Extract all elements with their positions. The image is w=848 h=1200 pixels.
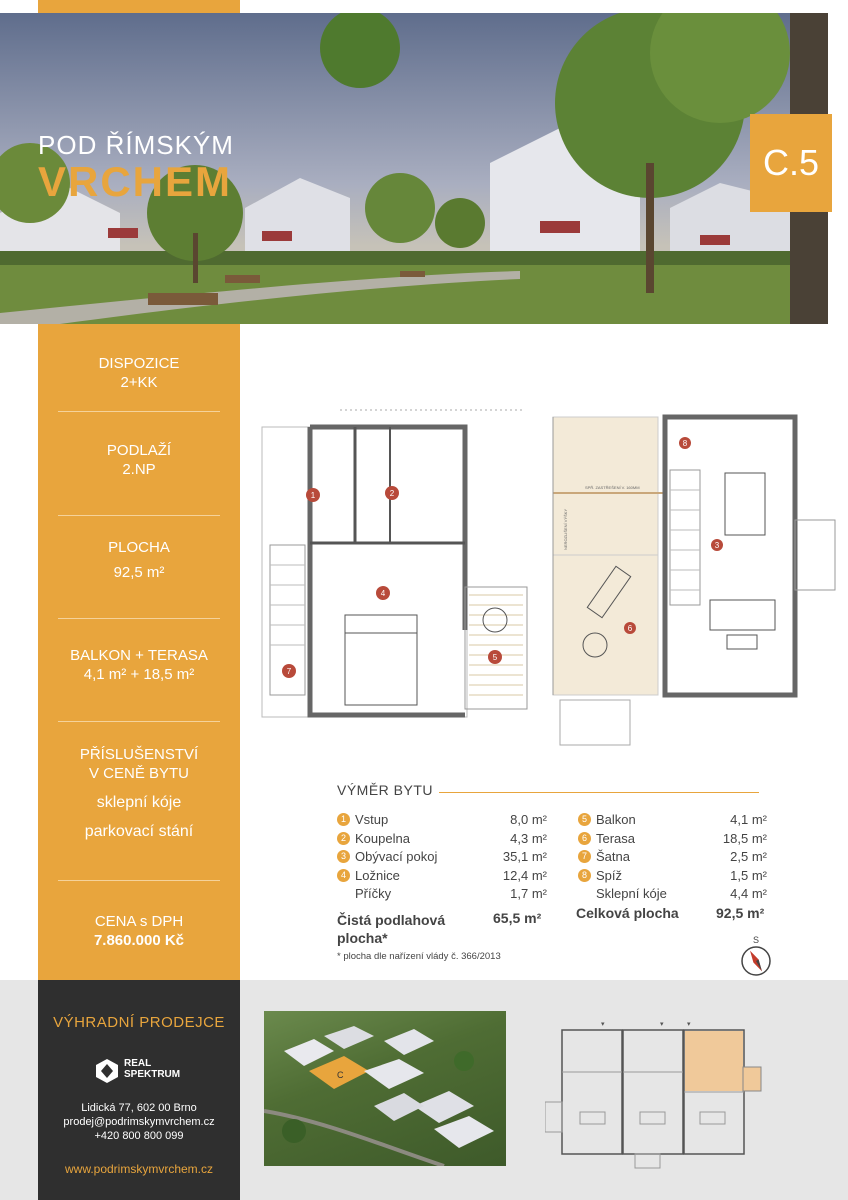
prislusenstvi-section <box>38 745 240 841</box>
prislusenstvi-item-1: sklepní kóje <box>96 794 182 811</box>
divider <box>58 618 220 619</box>
plocha-value: 92,5 m² <box>113 564 165 581</box>
agent-panel <box>38 980 240 1200</box>
svg-text:5: 5 <box>492 653 498 662</box>
project-logo-top: POD ŘÍMSKÝM <box>38 130 234 160</box>
divider <box>58 515 220 516</box>
podlazi-value: 2.NP <box>122 461 156 478</box>
area-footnote: * plocha dle nařízení vlády č. 366/2013 <box>337 951 501 962</box>
floor-plan-drawing <box>255 405 845 750</box>
room-name: Sklepní kóje <box>596 886 667 901</box>
svg-text:▾: ▾ <box>601 1021 605 1028</box>
prislusenstvi-label-2: V CENĚ BYTU <box>88 765 190 782</box>
svg-text:8: 8 <box>682 439 688 448</box>
area-row <box>337 831 410 846</box>
balkon-section <box>38 646 240 684</box>
agent-contact <box>38 1101 240 1143</box>
room-name: Ložnice <box>355 867 400 883</box>
room-area: 1,7 m² <box>510 886 547 901</box>
prislusenstvi-item-2: parkovací stání <box>84 823 194 840</box>
plocha-label: PLOCHA <box>108 539 170 556</box>
room-number-badge: 6 <box>578 832 591 845</box>
agent-email[interactable]: prodej@podrimskymvrchem.cz <box>63 1116 215 1128</box>
dispozice-value: 2+KK <box>120 374 158 391</box>
balkon-value: 4,1 m² + 18,5 m² <box>83 666 195 683</box>
area-row <box>578 868 622 883</box>
net-area-label-2: plocha* <box>337 930 388 946</box>
room-number-badge: 7 <box>578 850 591 863</box>
room-name: Terasa <box>596 830 636 846</box>
area-title-rule <box>439 792 759 793</box>
svg-text:1: 1 <box>310 491 316 500</box>
compass-rose <box>740 945 772 977</box>
website-link[interactable]: www.podrimskymvrchem.cz <box>64 1162 214 1176</box>
aerial-building-label: C <box>337 1070 344 1080</box>
room-area: 4,1 m² <box>730 812 767 827</box>
room-number-badge: 4 <box>337 869 350 882</box>
room-name: Spíž <box>596 867 623 883</box>
room-name: Šatna <box>596 849 630 864</box>
area-row <box>578 849 630 864</box>
svg-text:3: 3 <box>714 541 720 550</box>
room-name: Balkon <box>596 812 636 827</box>
room-area: 8,0 m² <box>510 812 547 827</box>
room-number-badge: 5 <box>578 813 591 826</box>
area-row <box>578 812 636 827</box>
aerial-image <box>264 1011 506 1166</box>
room-area: 35,1 m² <box>502 849 547 864</box>
area-table-title: VÝMĚR BYTU <box>337 782 434 798</box>
floor-plan-svg <box>255 405 845 750</box>
balkon-label: BALKON + TERASA <box>70 647 208 664</box>
area-row <box>337 868 400 883</box>
aerial-site-view <box>264 1011 506 1166</box>
room-area: 4,4 m² <box>730 886 767 901</box>
area-table <box>337 782 777 798</box>
total-area-label: Celková plocha <box>576 905 679 921</box>
area-row <box>337 849 437 864</box>
unit-badge: C.5 <box>750 114 832 212</box>
area-row <box>578 886 667 901</box>
room-area: 1,5 m² <box>730 867 767 883</box>
svg-text:7: 7 <box>286 667 292 676</box>
net-area-label-1: Čistá podlahová <box>337 912 446 928</box>
podlazi-section <box>38 441 240 479</box>
room-area: 12,4 m² <box>502 867 547 883</box>
podlazi-label: PODLAŽÍ <box>106 442 172 459</box>
side-note: NEROZLIŠENÍ VÝŠKY <box>563 508 568 550</box>
brand-line-2: SPEKTRUM <box>124 1069 181 1080</box>
divider <box>58 721 220 722</box>
building-key-plan <box>545 1012 785 1170</box>
agent-logo <box>94 1056 194 1086</box>
area-row <box>337 812 388 827</box>
area-row <box>578 831 635 846</box>
room-number-badge: 8 <box>578 869 591 882</box>
dispozice-label: DISPOZICE <box>98 355 180 372</box>
total-area-value: 92,5 m² <box>716 905 765 921</box>
divider <box>58 411 220 412</box>
svg-text:2: 2 <box>389 489 395 498</box>
divider <box>58 880 220 881</box>
compass-icon <box>738 935 774 975</box>
agent-phone[interactable]: +420 800 800 099 <box>94 1130 184 1142</box>
cena-section <box>38 912 240 950</box>
room-area: 4,3 m² <box>510 830 547 846</box>
prislusenstvi-label-1: PŘÍSLUŠENSTVÍ <box>79 746 199 763</box>
agent-address: Lidická 77, 602 00 Brno <box>81 1102 197 1114</box>
beam-note: SPŘ. ZASTŘEŠENÍ V. 160MM <box>585 485 640 490</box>
cena-label: CENA s DPH <box>94 913 184 930</box>
compass-letter: S <box>752 935 759 945</box>
cena-value: 7.860.000 Kč <box>93 932 185 949</box>
room-name: Příčky <box>355 886 392 901</box>
svg-text:▾: ▾ <box>687 1021 691 1028</box>
svg-text:4: 4 <box>380 589 386 598</box>
room-area: 18,5 m² <box>722 830 767 846</box>
room-name: Vstup <box>355 812 389 827</box>
svg-text:6: 6 <box>627 624 633 633</box>
area-row <box>337 886 391 901</box>
svg-text:▾: ▾ <box>660 1021 664 1028</box>
room-number-badge: 2 <box>337 832 350 845</box>
plocha-section <box>38 538 240 582</box>
brand-line-1: REAL <box>124 1058 152 1069</box>
room-name: Koupelna <box>355 830 410 846</box>
project-logo-bottom: VRCHEM <box>38 158 233 205</box>
room-number-badge: 3 <box>337 850 350 863</box>
dispozice-section <box>38 354 240 392</box>
real-spektrum-logo-icon <box>94 1058 120 1084</box>
agent-title: VÝHRADNÍ PRODEJCE <box>53 1014 225 1031</box>
room-name: Obývací pokoj <box>355 849 438 864</box>
top-accent-bar <box>38 0 240 13</box>
net-area-value: 65,5 m² <box>493 910 542 926</box>
key-plan-svg <box>545 1012 785 1170</box>
room-area: 2,5 m² <box>730 849 767 864</box>
unit-info-sidebar <box>38 324 240 980</box>
room-number-badge: 1 <box>337 813 350 826</box>
